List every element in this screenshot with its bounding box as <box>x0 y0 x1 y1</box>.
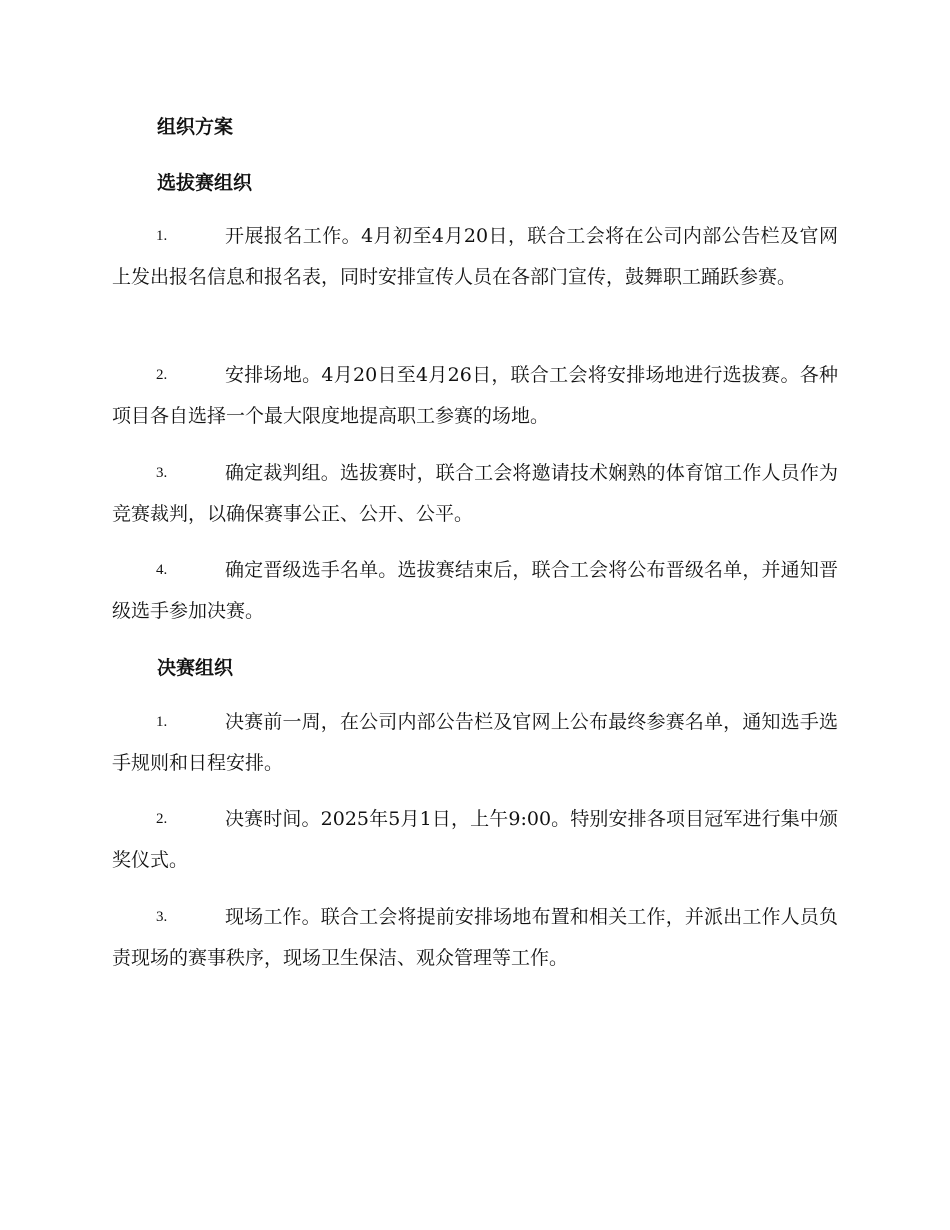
list-item <box>112 355 838 437</box>
list-item-number: 4. <box>156 562 168 578</box>
list-item <box>112 702 838 784</box>
list-item-number: 1. <box>156 714 168 730</box>
list-item <box>112 453 838 535</box>
list-item <box>112 799 838 881</box>
list-item-text: 决赛时间。2025年5月1日，上午9:00。特别安排各项目冠军进行集中颁奖仪式。 <box>112 808 838 871</box>
list-item-number: 3. <box>156 909 168 925</box>
section-heading-final: 决赛组织 <box>157 657 234 679</box>
list-item-text: 开展报名工作。4月初至4月20日，联合工会将在公司内部公告栏及官网上发出报名信息和报名表，同时安排宣传人员在各部门宣传，鼓舞职工踊跃参赛。 <box>112 225 838 288</box>
list-item <box>112 216 838 298</box>
list-item-number: 1. <box>156 228 168 244</box>
list-item-number: 3. <box>156 465 168 481</box>
list-item <box>112 550 838 632</box>
document-title: 组织方案 <box>157 116 234 138</box>
list-item-number: 2. <box>156 811 168 827</box>
list-item <box>112 897 838 979</box>
list-item-number: 2. <box>156 367 168 383</box>
list-item-text: 安排场地。4月20日至4月26日，联合工会将安排场地进行选拔赛。各种项目各自选择一个最大限度地提高职工参赛的场地。 <box>112 364 838 427</box>
section-heading-selection: 选拔赛组织 <box>157 172 253 194</box>
list-item-text: 确定裁判组。选拔赛时，联合工会将邀请技术娴熟的体育馆工作人员作为竞赛裁判，以确保赛事公正、公开、公平。 <box>112 462 838 525</box>
list-item-text: 确定晋级选手名单。选拔赛结束后，联合工会将公布晋级名单，并通知晋级选手参加决赛。 <box>112 559 838 622</box>
list-item-text: 现场工作。联合工会将提前安排场地布置和相关工作，并派出工作人员负责现场的赛事秩序，现场卫生保洁、观众管理等工作。 <box>112 906 838 969</box>
list-item-text: 决赛前一周，在公司内部公告栏及官网上公布最终参赛名单，通知选手选手规则和日程安排。 <box>112 711 838 774</box>
